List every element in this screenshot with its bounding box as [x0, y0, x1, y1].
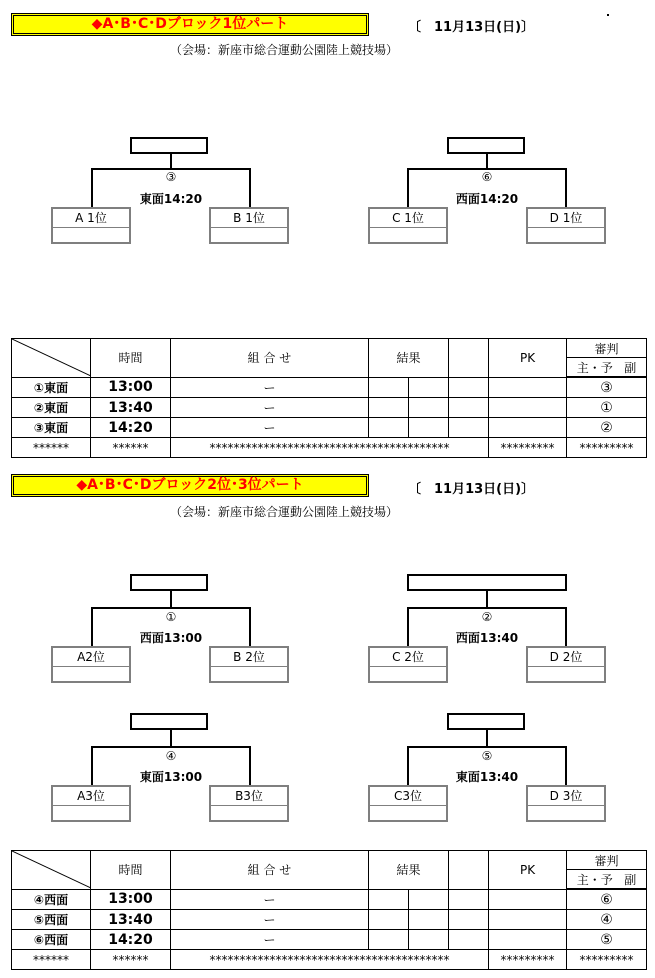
row-blank [449, 910, 489, 930]
header-diagonal-cell [12, 339, 91, 378]
row-result-right [409, 377, 449, 398]
bracket-line [249, 168, 251, 208]
match-number: ⑤ [481, 749, 493, 763]
match-number: ③ [165, 170, 177, 184]
bracket-line [407, 746, 409, 786]
row-combo: ー [171, 889, 369, 910]
match-time: 東面13:00 [139, 770, 203, 784]
winner-box [447, 713, 525, 730]
row-combo: ー [171, 930, 369, 950]
row-pk [489, 377, 567, 398]
table-row [12, 889, 647, 910]
team-label: D 2位 [528, 648, 604, 667]
row-blank [449, 930, 489, 950]
row-result-right [409, 398, 449, 418]
bracket-line [249, 607, 251, 647]
row-court: ⑤西面 [12, 910, 91, 930]
row-pk [489, 910, 567, 930]
section2-date: 〔 11月13日(日)〕 [408, 482, 535, 497]
row-court: ④西面 [12, 889, 91, 910]
team-label: D 3位 [528, 787, 604, 806]
table-row [12, 418, 647, 438]
winner-box [130, 137, 208, 154]
header-pk: PK [489, 851, 567, 890]
team-label: A2位 [53, 648, 129, 667]
team-label: C 2位 [370, 648, 446, 667]
bracket-line [565, 168, 567, 208]
schedule-table [11, 850, 647, 970]
team-box [526, 207, 606, 244]
header-ref-sub: 副 [624, 360, 637, 375]
row-court: ①東面 [12, 377, 91, 398]
row-pk [489, 889, 567, 910]
winner-box [130, 574, 208, 591]
bracket-line [407, 607, 567, 609]
footer-referee: ********* [567, 438, 647, 458]
match-time: 東面14:20 [139, 192, 203, 206]
bracket-line [407, 746, 567, 748]
match-number: ④ [165, 749, 177, 763]
bracket-line [91, 746, 93, 786]
section2-venue: （会場：新座市総合運動公園陸上競技場） [170, 505, 399, 519]
section2-title: ◆A･B･C･Dブロック2位･3位パート [11, 474, 369, 497]
row-combo: ー [171, 377, 369, 398]
row-referee: ⑥ [567, 889, 647, 910]
row-referee: ② [567, 418, 647, 438]
row-referee: ③ [567, 377, 647, 398]
row-result-left [369, 930, 409, 950]
header-referee: 審判 [567, 851, 647, 870]
match-number: ② [481, 610, 493, 624]
team-box [209, 785, 289, 822]
footer-time: ****** [91, 438, 171, 458]
row-result-left [369, 418, 409, 438]
header-ref-sub: 副 [624, 872, 637, 887]
row-pk [489, 930, 567, 950]
bracket-line [91, 607, 93, 647]
row-result-right [409, 418, 449, 438]
bracket-line [91, 607, 251, 609]
team-box [368, 785, 448, 822]
table-row [12, 377, 647, 398]
team-label: B 1位 [211, 209, 287, 228]
row-time: 13:00 [91, 377, 171, 398]
header-result: 結果 [369, 851, 449, 890]
row-referee: ④ [567, 910, 647, 930]
row-blank [449, 418, 489, 438]
bracket-line [249, 746, 251, 786]
section1-title: ◆A･B･C･Dブロック1位パート [11, 13, 369, 36]
footer-court: ****** [12, 438, 91, 458]
footer-pk: ********* [489, 950, 567, 970]
table-footer-row [12, 438, 647, 458]
team-box [368, 207, 448, 244]
diagonal-line [12, 339, 91, 376]
team-box [526, 785, 606, 822]
footer-combo: **************************************** [171, 950, 489, 970]
table-row [12, 910, 647, 930]
header-combo: 組 合 せ [171, 851, 369, 890]
header-referee-sub [567, 870, 647, 890]
footer-time: ****** [91, 950, 171, 970]
row-result-right [409, 930, 449, 950]
bracket-line [91, 168, 93, 208]
row-time: 13:00 [91, 889, 171, 910]
header-pk: PK [489, 339, 567, 378]
header-time: 時間 [91, 851, 171, 890]
row-pk [489, 418, 567, 438]
row-referee: ⑤ [567, 930, 647, 950]
match-time: 東面13:40 [455, 770, 519, 784]
match-time: 西面13:00 [139, 631, 203, 645]
bracket-line [91, 746, 251, 748]
team-label: B 2位 [211, 648, 287, 667]
row-time: 13:40 [91, 910, 171, 930]
bracket-line [565, 746, 567, 786]
winner-box [130, 713, 208, 730]
footer-combo: **************************************** [171, 438, 489, 458]
row-result-right [409, 910, 449, 930]
row-combo: ー [171, 418, 369, 438]
diagonal-line [12, 851, 91, 888]
row-time: 14:20 [91, 418, 171, 438]
team-label: C 1位 [370, 209, 446, 228]
bracket-line [565, 607, 567, 647]
bracket-line [407, 168, 409, 208]
footer-pk: ********* [489, 438, 567, 458]
row-result-left [369, 377, 409, 398]
header-referee: 審判 [567, 339, 647, 358]
match-time: 西面14:20 [455, 192, 519, 206]
team-box [209, 207, 289, 244]
header-referee-sub [567, 358, 647, 378]
header-blank [449, 339, 489, 378]
header-result: 結果 [369, 339, 449, 378]
row-combo: ー [171, 910, 369, 930]
header-combo: 組 合 せ [171, 339, 369, 378]
bracket-line [407, 607, 409, 647]
team-box [526, 646, 606, 683]
team-label: C3位 [370, 787, 446, 806]
section1-venue: （会場：新座市総合運動公園陸上競技場） [170, 43, 399, 57]
footer-court: ****** [12, 950, 91, 970]
row-combo: ー [171, 398, 369, 418]
header-ref-main: 主・予 [576, 872, 613, 887]
header-time: 時間 [91, 339, 171, 378]
team-box [51, 646, 131, 683]
match-number: ① [165, 610, 177, 624]
header-ref-main: 主・予 [576, 360, 613, 375]
winner-box [407, 574, 567, 591]
row-blank [449, 398, 489, 418]
stray-dot [607, 14, 609, 16]
row-result-left [369, 398, 409, 418]
table-footer-row [12, 950, 647, 970]
team-box [51, 785, 131, 822]
footer-referee: ********* [567, 950, 647, 970]
match-time: 西面13:40 [455, 631, 519, 645]
row-court: ③東面 [12, 418, 91, 438]
row-blank [449, 889, 489, 910]
winner-box [447, 137, 525, 154]
row-referee: ① [567, 398, 647, 418]
row-pk [489, 398, 567, 418]
row-time: 14:20 [91, 930, 171, 950]
row-result-left [369, 910, 409, 930]
row-time: 13:40 [91, 398, 171, 418]
team-box [209, 646, 289, 683]
row-result-left [369, 889, 409, 910]
row-court: ②東面 [12, 398, 91, 418]
row-blank [449, 377, 489, 398]
team-label: A 1位 [53, 209, 129, 228]
team-label: D 1位 [528, 209, 604, 228]
table-row [12, 930, 647, 950]
header-diagonal-cell [12, 851, 91, 890]
team-box [368, 646, 448, 683]
row-result-right [409, 889, 449, 910]
section1-date: 〔 11月13日(日)〕 [408, 20, 535, 35]
schedule-table [11, 338, 647, 458]
row-court: ⑥西面 [12, 930, 91, 950]
table-row [12, 398, 647, 418]
team-label: A3位 [53, 787, 129, 806]
team-box [51, 207, 131, 244]
team-label: B3位 [211, 787, 287, 806]
match-number: ⑥ [481, 170, 493, 184]
header-blank [449, 851, 489, 890]
